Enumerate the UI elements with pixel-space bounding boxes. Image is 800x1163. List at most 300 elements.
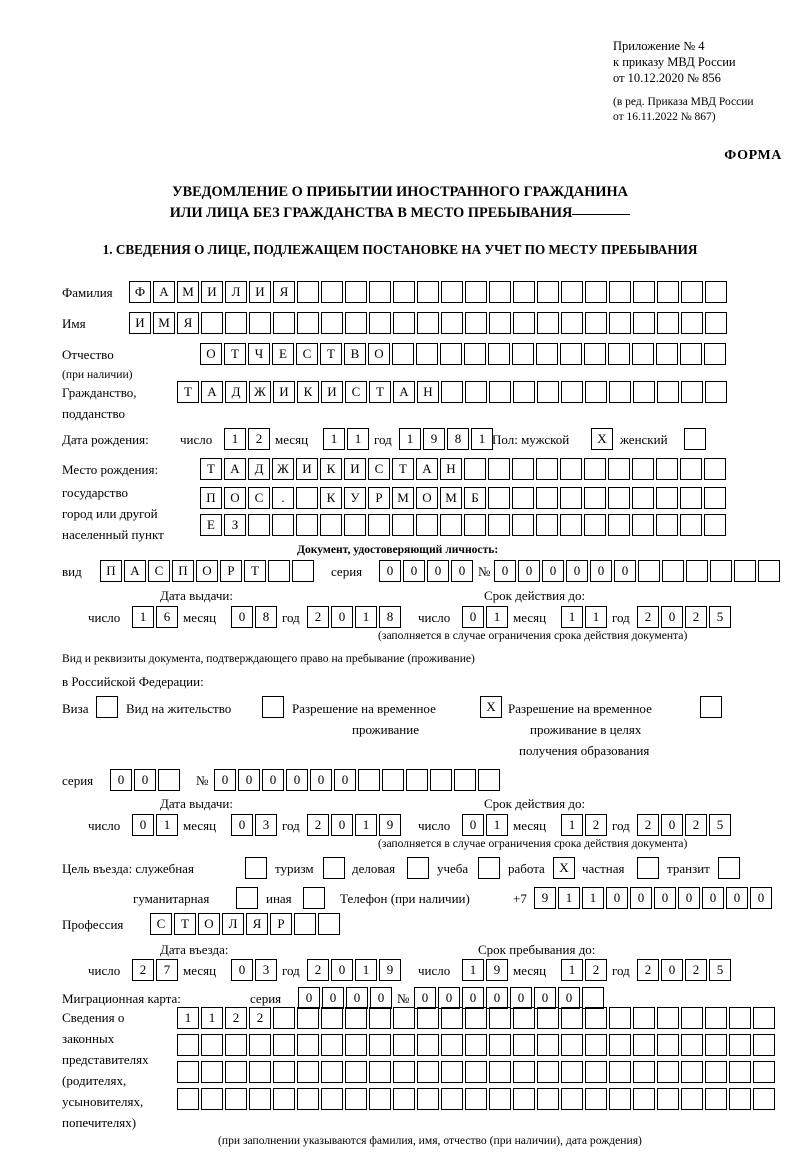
form-cell[interactable]: О — [198, 913, 220, 935]
form-cell[interactable] — [297, 1034, 319, 1056]
form-cell[interactable] — [609, 381, 631, 403]
form-cell[interactable] — [441, 1061, 463, 1083]
form-cell[interactable] — [177, 1088, 199, 1110]
field-birth-city-3[interactable] — [200, 514, 728, 536]
form-cell[interactable] — [321, 312, 343, 334]
form-cell[interactable]: С — [150, 913, 172, 935]
form-cell[interactable] — [560, 487, 582, 509]
form-cell[interactable]: Р — [270, 913, 292, 935]
form-cell[interactable] — [705, 381, 727, 403]
form-cell[interactable] — [273, 1088, 295, 1110]
checkbox-temp-permit[interactable]: X — [480, 696, 502, 718]
form-cell[interactable]: 1 — [486, 814, 508, 836]
form-cell[interactable] — [704, 514, 726, 536]
form-cell[interactable]: З — [224, 514, 246, 536]
field-patronymic[interactable] — [200, 343, 728, 365]
form-cell[interactable] — [464, 514, 486, 536]
form-cell[interactable]: Т — [320, 343, 342, 365]
form-cell[interactable] — [632, 514, 654, 536]
form-cell[interactable]: Л — [225, 281, 247, 303]
form-cell[interactable]: 1 — [224, 428, 246, 450]
form-cell[interactable] — [680, 343, 702, 365]
form-cell[interactable] — [201, 312, 223, 334]
form-cell[interactable]: . — [272, 487, 294, 509]
form-cell[interactable] — [561, 1007, 583, 1029]
field-birth-year[interactable] — [399, 428, 495, 450]
form-cell[interactable] — [657, 1007, 679, 1029]
form-cell[interactable] — [710, 560, 732, 582]
checkbox-residence-permit[interactable] — [262, 696, 284, 718]
form-cell[interactable]: 0 — [750, 887, 772, 909]
field-stay-month[interactable] — [561, 959, 609, 981]
form-cell[interactable]: А — [124, 560, 146, 582]
form-cell[interactable] — [177, 1034, 199, 1056]
form-cell[interactable]: 1 — [399, 428, 421, 450]
form-cell[interactable] — [358, 769, 380, 791]
form-cell[interactable] — [561, 281, 583, 303]
field-permit-series[interactable] — [110, 769, 182, 791]
form-cell[interactable]: 0 — [678, 887, 700, 909]
form-cell[interactable] — [537, 1061, 559, 1083]
form-cell[interactable]: С — [345, 381, 367, 403]
form-cell[interactable] — [513, 281, 535, 303]
form-cell[interactable] — [512, 343, 534, 365]
form-cell[interactable] — [536, 514, 558, 536]
checkbox-visa[interactable] — [96, 696, 118, 718]
form-cell[interactable] — [657, 312, 679, 334]
form-cell[interactable] — [441, 1088, 463, 1110]
form-cell[interactable] — [344, 514, 366, 536]
form-cell[interactable] — [584, 458, 606, 480]
form-cell[interactable] — [753, 1007, 775, 1029]
form-cell[interactable] — [488, 458, 510, 480]
form-cell[interactable]: Д — [225, 381, 247, 403]
form-cell[interactable]: Т — [200, 458, 222, 480]
form-cell[interactable] — [536, 487, 558, 509]
form-cell[interactable] — [537, 1088, 559, 1110]
form-cell[interactable]: М — [440, 487, 462, 509]
form-cell[interactable]: Н — [417, 381, 439, 403]
form-cell[interactable]: О — [224, 487, 246, 509]
form-cell[interactable] — [561, 381, 583, 403]
form-cell[interactable] — [537, 1007, 559, 1029]
form-cell[interactable]: Ф — [129, 281, 151, 303]
form-cell[interactable]: 0 — [630, 887, 652, 909]
form-cell[interactable]: И — [129, 312, 151, 334]
form-cell[interactable] — [513, 381, 535, 403]
form-cell[interactable] — [406, 769, 428, 791]
form-cell[interactable]: 8 — [379, 606, 401, 628]
form-cell[interactable]: 1 — [355, 606, 377, 628]
form-cell[interactable] — [454, 769, 476, 791]
checkbox-purpose-service[interactable] — [245, 857, 267, 879]
form-cell[interactable] — [513, 1007, 535, 1029]
form-cell[interactable] — [609, 1034, 631, 1056]
form-cell[interactable] — [657, 1088, 679, 1110]
form-cell[interactable] — [345, 312, 367, 334]
form-cell[interactable] — [441, 312, 463, 334]
form-cell[interactable]: Т — [177, 381, 199, 403]
field-doc-valid-day[interactable] — [462, 606, 510, 628]
form-cell[interactable] — [560, 458, 582, 480]
form-cell[interactable] — [657, 1061, 679, 1083]
form-cell[interactable]: 0 — [427, 560, 449, 582]
form-cell[interactable] — [225, 1034, 247, 1056]
form-cell[interactable] — [416, 343, 438, 365]
form-cell[interactable] — [321, 1061, 343, 1083]
form-cell[interactable] — [177, 1061, 199, 1083]
form-cell[interactable] — [681, 1088, 703, 1110]
form-cell[interactable]: 5 — [709, 814, 731, 836]
form-cell[interactable] — [560, 514, 582, 536]
form-cell[interactable] — [537, 381, 559, 403]
form-cell[interactable]: 0 — [486, 987, 508, 1009]
form-cell[interactable] — [318, 913, 340, 935]
form-cell[interactable]: С — [368, 458, 390, 480]
checkbox-purpose-tourism[interactable] — [323, 857, 345, 879]
form-cell[interactable]: 9 — [423, 428, 445, 450]
form-cell[interactable] — [633, 1034, 655, 1056]
form-cell[interactable] — [609, 1061, 631, 1083]
checkbox-purpose-work[interactable]: X — [553, 857, 575, 879]
form-cell[interactable]: 0 — [132, 814, 154, 836]
form-cell[interactable] — [465, 1061, 487, 1083]
form-cell[interactable] — [465, 281, 487, 303]
field-permit-valid-month[interactable] — [561, 814, 609, 836]
field-entry-day[interactable] — [132, 959, 180, 981]
field-permit-valid-day[interactable] — [462, 814, 510, 836]
form-cell[interactable] — [681, 312, 703, 334]
form-cell[interactable] — [345, 1088, 367, 1110]
form-cell[interactable] — [561, 1088, 583, 1110]
form-cell[interactable] — [464, 458, 486, 480]
form-cell[interactable] — [585, 1061, 607, 1083]
form-cell[interactable] — [201, 1034, 223, 1056]
form-cell[interactable] — [441, 1007, 463, 1029]
form-cell[interactable]: И — [321, 381, 343, 403]
form-cell[interactable] — [297, 1007, 319, 1029]
form-cell[interactable]: 0 — [231, 959, 253, 981]
form-cell[interactable]: Т — [392, 458, 414, 480]
form-cell[interactable] — [488, 343, 510, 365]
form-cell[interactable]: 0 — [322, 987, 344, 1009]
form-cell[interactable]: И — [201, 281, 223, 303]
form-cell[interactable]: 1 — [585, 606, 607, 628]
form-cell[interactable] — [753, 1034, 775, 1056]
form-cell[interactable]: 1 — [558, 887, 580, 909]
form-cell[interactable] — [758, 560, 780, 582]
form-cell[interactable]: 3 — [255, 959, 277, 981]
form-cell[interactable]: С — [248, 487, 270, 509]
form-cell[interactable] — [417, 1061, 439, 1083]
form-cell[interactable]: 0 — [298, 987, 320, 1009]
form-cell[interactable]: 0 — [403, 560, 425, 582]
form-cell[interactable]: 0 — [438, 987, 460, 1009]
form-cell[interactable]: 0 — [414, 987, 436, 1009]
form-cell[interactable] — [321, 1034, 343, 1056]
form-cell[interactable] — [632, 487, 654, 509]
form-cell[interactable] — [296, 514, 318, 536]
form-cell[interactable] — [513, 1061, 535, 1083]
field-name[interactable] — [129, 312, 729, 334]
form-cell[interactable]: И — [296, 458, 318, 480]
form-cell[interactable] — [393, 1007, 415, 1029]
form-cell[interactable] — [478, 769, 500, 791]
field-citizenship[interactable] — [177, 381, 729, 403]
form-cell[interactable]: 1 — [355, 959, 377, 981]
form-cell[interactable]: Д — [248, 458, 270, 480]
field-birth-day[interactable] — [224, 428, 272, 450]
field-permit-valid-year[interactable] — [637, 814, 733, 836]
form-cell[interactable] — [686, 560, 708, 582]
form-cell[interactable]: О — [368, 343, 390, 365]
form-cell[interactable] — [585, 1088, 607, 1110]
form-cell[interactable]: 0 — [590, 560, 612, 582]
form-cell[interactable] — [705, 281, 727, 303]
form-cell[interactable] — [609, 1007, 631, 1029]
form-cell[interactable]: 2 — [685, 606, 707, 628]
field-phone[interactable] — [534, 887, 774, 909]
form-cell[interactable]: К — [320, 487, 342, 509]
form-cell[interactable]: А — [153, 281, 175, 303]
form-cell[interactable] — [393, 1034, 415, 1056]
form-cell[interactable] — [585, 1007, 607, 1029]
field-legal-rep-row-3[interactable] — [177, 1061, 777, 1083]
form-cell[interactable]: 0 — [510, 987, 532, 1009]
form-cell[interactable] — [368, 514, 390, 536]
form-cell[interactable]: 7 — [156, 959, 178, 981]
form-cell[interactable] — [345, 1007, 367, 1029]
field-profession[interactable] — [150, 913, 342, 935]
form-cell[interactable] — [536, 458, 558, 480]
form-cell[interactable]: 2 — [225, 1007, 247, 1029]
form-cell[interactable] — [249, 1088, 271, 1110]
form-cell[interactable] — [608, 514, 630, 536]
form-cell[interactable]: 9 — [379, 959, 401, 981]
form-cell[interactable]: 0 — [379, 560, 401, 582]
form-cell[interactable]: Л — [222, 913, 244, 935]
form-cell[interactable]: К — [320, 458, 342, 480]
form-cell[interactable]: 1 — [582, 887, 604, 909]
form-cell[interactable] — [393, 312, 415, 334]
form-cell[interactable] — [633, 1088, 655, 1110]
form-cell[interactable]: 0 — [566, 560, 588, 582]
field-mcard-series[interactable] — [298, 987, 394, 1009]
form-cell[interactable] — [609, 281, 631, 303]
form-cell[interactable]: М — [392, 487, 414, 509]
form-cell[interactable]: 1 — [177, 1007, 199, 1029]
form-cell[interactable] — [345, 281, 367, 303]
form-cell[interactable]: 3 — [255, 814, 277, 836]
form-cell[interactable] — [273, 1061, 295, 1083]
form-cell[interactable]: 1 — [561, 606, 583, 628]
form-cell[interactable] — [297, 281, 319, 303]
form-cell[interactable]: 0 — [614, 560, 636, 582]
field-mcard-number[interactable] — [414, 987, 606, 1009]
form-cell[interactable]: Ж — [272, 458, 294, 480]
form-cell[interactable] — [417, 281, 439, 303]
form-cell[interactable] — [430, 769, 452, 791]
form-cell[interactable] — [512, 487, 534, 509]
form-cell[interactable] — [729, 1007, 751, 1029]
form-cell[interactable]: 1 — [486, 606, 508, 628]
form-cell[interactable] — [632, 458, 654, 480]
form-cell[interactable]: 0 — [231, 606, 253, 628]
form-cell[interactable] — [638, 560, 660, 582]
form-cell[interactable]: 1 — [347, 428, 369, 450]
form-cell[interactable]: 9 — [534, 887, 556, 909]
form-cell[interactable] — [441, 381, 463, 403]
form-cell[interactable] — [609, 312, 631, 334]
form-cell[interactable] — [417, 1007, 439, 1029]
form-cell[interactable]: 0 — [331, 606, 353, 628]
form-cell[interactable]: И — [249, 281, 271, 303]
form-cell[interactable] — [704, 458, 726, 480]
form-cell[interactable]: 0 — [518, 560, 540, 582]
form-cell[interactable]: 2 — [685, 959, 707, 981]
form-cell[interactable] — [369, 1088, 391, 1110]
form-cell[interactable] — [656, 487, 678, 509]
form-cell[interactable] — [489, 281, 511, 303]
form-cell[interactable]: Я — [177, 312, 199, 334]
form-cell[interactable]: 0 — [654, 887, 676, 909]
form-cell[interactable] — [585, 281, 607, 303]
form-cell[interactable]: А — [416, 458, 438, 480]
form-cell[interactable] — [489, 1088, 511, 1110]
form-cell[interactable] — [584, 487, 606, 509]
form-cell[interactable]: 0 — [462, 606, 484, 628]
form-cell[interactable] — [584, 343, 606, 365]
field-doc-valid-month[interactable] — [561, 606, 609, 628]
checkbox-purpose-private[interactable] — [637, 857, 659, 879]
form-cell[interactable] — [537, 281, 559, 303]
form-cell[interactable] — [489, 1034, 511, 1056]
form-cell[interactable] — [705, 1034, 727, 1056]
form-cell[interactable] — [417, 312, 439, 334]
form-cell[interactable] — [633, 381, 655, 403]
form-cell[interactable]: 0 — [331, 959, 353, 981]
form-cell[interactable]: Ч — [248, 343, 270, 365]
form-cell[interactable]: 0 — [238, 769, 260, 791]
form-cell[interactable] — [292, 560, 314, 582]
form-cell[interactable] — [465, 1034, 487, 1056]
form-cell[interactable]: Т — [369, 381, 391, 403]
form-cell[interactable] — [705, 1088, 727, 1110]
form-cell[interactable] — [297, 1061, 319, 1083]
form-cell[interactable] — [369, 281, 391, 303]
checkbox-purpose-study[interactable] — [478, 857, 500, 879]
form-cell[interactable] — [561, 1061, 583, 1083]
form-cell[interactable] — [656, 343, 678, 365]
form-cell[interactable]: 1 — [323, 428, 345, 450]
form-cell[interactable] — [753, 1061, 775, 1083]
form-cell[interactable]: 0 — [451, 560, 473, 582]
form-cell[interactable] — [633, 312, 655, 334]
form-cell[interactable] — [345, 1034, 367, 1056]
form-cell[interactable] — [321, 1088, 343, 1110]
form-cell[interactable]: 2 — [685, 814, 707, 836]
form-cell[interactable]: О — [416, 487, 438, 509]
form-cell[interactable]: О — [200, 343, 222, 365]
form-cell[interactable]: Б — [464, 487, 486, 509]
form-cell[interactable]: Т — [224, 343, 246, 365]
form-cell[interactable] — [513, 1088, 535, 1110]
form-cell[interactable]: 1 — [462, 959, 484, 981]
form-cell[interactable]: Ж — [249, 381, 271, 403]
form-cell[interactable] — [273, 1007, 295, 1029]
form-cell[interactable]: 0 — [702, 887, 724, 909]
form-cell[interactable] — [248, 514, 270, 536]
form-cell[interactable] — [416, 514, 438, 536]
form-cell[interactable] — [393, 281, 415, 303]
checkbox-sex-male[interactable]: X — [591, 428, 613, 450]
form-cell[interactable] — [608, 487, 630, 509]
form-cell[interactable]: С — [296, 343, 318, 365]
form-cell[interactable]: М — [177, 281, 199, 303]
form-cell[interactable] — [488, 487, 510, 509]
field-permit-issue-day[interactable] — [132, 814, 180, 836]
form-cell[interactable]: 1 — [156, 814, 178, 836]
form-cell[interactable] — [537, 312, 559, 334]
form-cell[interactable] — [273, 1034, 295, 1056]
form-cell[interactable]: Н — [440, 458, 462, 480]
field-permit-issue-month[interactable] — [231, 814, 279, 836]
form-cell[interactable]: 1 — [471, 428, 493, 450]
form-cell[interactable]: А — [393, 381, 415, 403]
checkbox-edu-permit[interactable] — [700, 696, 722, 718]
form-cell[interactable] — [681, 1007, 703, 1029]
form-cell[interactable] — [657, 281, 679, 303]
form-cell[interactable] — [249, 312, 271, 334]
field-doc-number[interactable] — [494, 560, 782, 582]
form-cell[interactable] — [585, 312, 607, 334]
form-cell[interactable] — [536, 343, 558, 365]
form-cell[interactable]: А — [224, 458, 246, 480]
form-cell[interactable]: 0 — [262, 769, 284, 791]
form-cell[interactable] — [561, 1034, 583, 1056]
form-cell[interactable] — [662, 560, 684, 582]
field-legal-rep-row-4[interactable] — [177, 1088, 777, 1110]
form-cell[interactable]: 0 — [286, 769, 308, 791]
form-cell[interactable]: У — [344, 487, 366, 509]
form-cell[interactable] — [537, 1034, 559, 1056]
form-cell[interactable]: 2 — [249, 1007, 271, 1029]
form-cell[interactable] — [225, 312, 247, 334]
form-cell[interactable]: 0 — [310, 769, 332, 791]
form-cell[interactable] — [608, 343, 630, 365]
form-cell[interactable] — [321, 281, 343, 303]
form-cell[interactable] — [608, 458, 630, 480]
field-entry-month[interactable] — [231, 959, 279, 981]
field-stay-year[interactable] — [637, 959, 733, 981]
field-permit-issue-year[interactable] — [307, 814, 403, 836]
form-cell[interactable]: 0 — [661, 814, 683, 836]
form-cell[interactable]: 8 — [447, 428, 469, 450]
form-cell[interactable]: 1 — [132, 606, 154, 628]
form-cell[interactable]: 0 — [494, 560, 516, 582]
form-cell[interactable] — [729, 1088, 751, 1110]
form-cell[interactable] — [296, 487, 318, 509]
form-cell[interactable] — [513, 312, 535, 334]
form-cell[interactable]: Р — [220, 560, 242, 582]
form-cell[interactable] — [561, 312, 583, 334]
form-cell[interactable] — [705, 1061, 727, 1083]
form-cell[interactable] — [633, 1061, 655, 1083]
form-cell[interactable] — [584, 514, 606, 536]
form-cell[interactable] — [705, 312, 727, 334]
form-cell[interactable]: 0 — [661, 606, 683, 628]
form-cell[interactable]: 0 — [542, 560, 564, 582]
